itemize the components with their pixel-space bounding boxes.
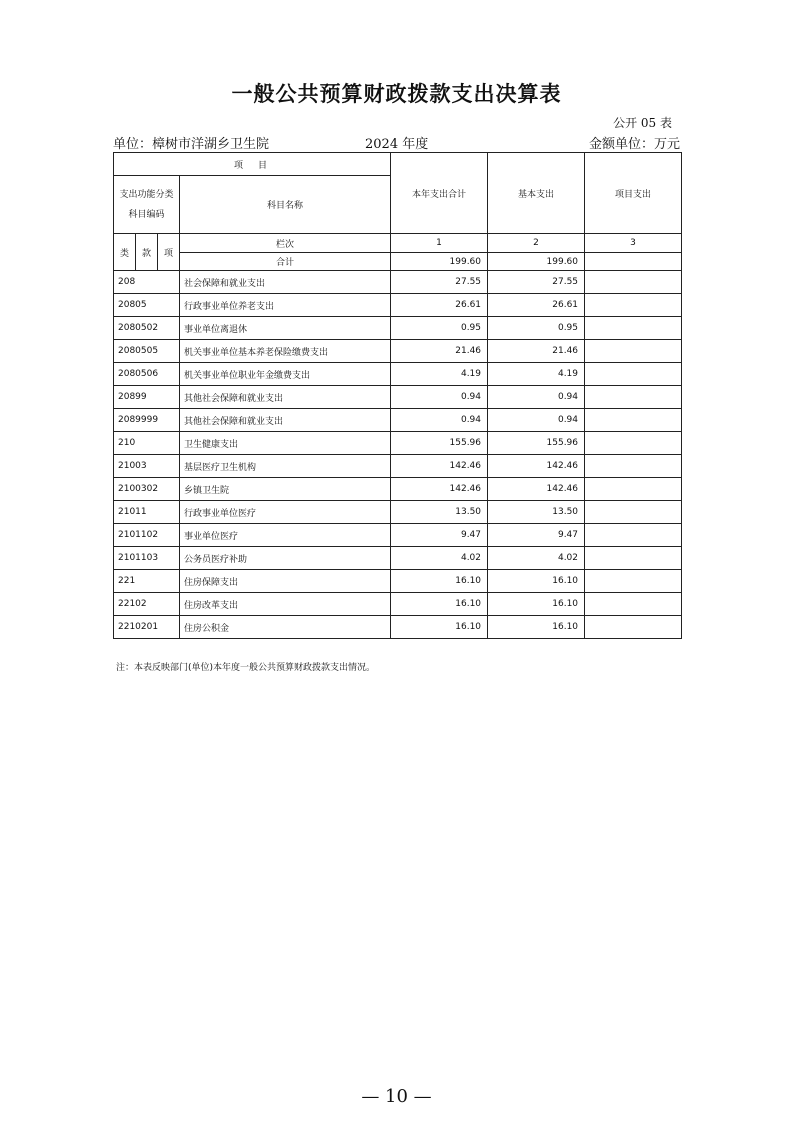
row-name: 其他社会保障和就业支出 — [180, 409, 391, 432]
row-basic: 4.02 — [488, 547, 585, 570]
expenditure-table — [113, 152, 682, 639]
row-name: 机关事业单位基本养老保险缴费支出 — [180, 340, 391, 363]
table-row — [114, 340, 682, 363]
table-row — [114, 294, 682, 317]
row-total: 4.19 — [391, 363, 488, 386]
row-basic: 142.46 — [488, 455, 585, 478]
table-row — [114, 478, 682, 501]
row-project — [585, 317, 682, 340]
row-project — [585, 547, 682, 570]
row-name: 基层医疗卫生机构 — [180, 455, 391, 478]
table-row — [114, 363, 682, 386]
row-name: 其他社会保障和就业支出 — [180, 386, 391, 409]
row-code: 2101102 — [114, 524, 180, 547]
unit-label: 单位：樟树市洋湖乡卫生院 — [113, 137, 270, 152]
row-basic: 16.10 — [488, 616, 585, 639]
total-label: 合计 — [180, 253, 391, 271]
row-total: 0.94 — [391, 409, 488, 432]
row-name: 行政事业单位养老支出 — [180, 294, 391, 317]
table-row — [114, 570, 682, 593]
row-project — [585, 593, 682, 616]
row-name: 住房保障支出 — [180, 570, 391, 593]
row-code: 208 — [114, 271, 180, 294]
row-project — [585, 455, 682, 478]
row-project — [585, 271, 682, 294]
row-total: 142.46 — [391, 455, 488, 478]
header-item: 项 目 — [114, 153, 391, 176]
row-name: 乡镇卫生院 — [180, 478, 391, 501]
footnote: 注：本表反映部门(单位)本年度一般公共预算财政拨款支出情况。 — [116, 663, 376, 673]
row-name: 住房公积金 — [180, 616, 391, 639]
header-kuan: 款 — [136, 234, 158, 271]
row-name: 住房改革支出 — [180, 593, 391, 616]
row-basic: 16.10 — [488, 593, 585, 616]
header-func-code-line2: 科目编码 — [128, 209, 165, 220]
header-basic: 基本支出 — [488, 153, 585, 234]
row-basic: 0.95 — [488, 317, 585, 340]
header-lei: 类 — [114, 234, 136, 271]
row-code: 2101103 — [114, 547, 180, 570]
row-project — [585, 524, 682, 547]
row-total: 13.50 — [391, 501, 488, 524]
row-total: 155.96 — [391, 432, 488, 455]
table-row — [114, 616, 682, 639]
year-label: 2024 年度 — [365, 137, 429, 152]
row-project — [585, 340, 682, 363]
row-total: 27.55 — [391, 271, 488, 294]
row-total: 9.47 — [391, 524, 488, 547]
header-n1: 1 — [391, 234, 488, 253]
row-project — [585, 432, 682, 455]
row-project — [585, 616, 682, 639]
row-code: 2080506 — [114, 363, 180, 386]
table-row — [114, 524, 682, 547]
table-row — [114, 317, 682, 340]
row-basic: 13.50 — [488, 501, 585, 524]
table-row — [114, 409, 682, 432]
table-row — [114, 455, 682, 478]
header-func-code — [114, 176, 180, 234]
header-n3: 3 — [585, 234, 682, 253]
row-code: 2080505 — [114, 340, 180, 363]
row-code: 21011 — [114, 501, 180, 524]
row-name: 卫生健康支出 — [180, 432, 391, 455]
row-total: 16.10 — [391, 616, 488, 639]
table-row — [114, 432, 682, 455]
row-code: 2080502 — [114, 317, 180, 340]
row-project — [585, 363, 682, 386]
amount-unit-label: 金额单位：万元 — [588, 137, 680, 152]
row-basic: 0.94 — [488, 409, 585, 432]
row-code: 2100302 — [114, 478, 180, 501]
row-name: 事业单位医疗 — [180, 524, 391, 547]
row-basic: 9.47 — [488, 524, 585, 547]
row-basic: 27.55 — [488, 271, 585, 294]
row-project — [585, 478, 682, 501]
row-total: 4.02 — [391, 547, 488, 570]
page-number: — 10 — — [361, 1086, 432, 1107]
row-project — [585, 294, 682, 317]
row-code: 21003 — [114, 455, 180, 478]
row-code: 210 — [114, 432, 180, 455]
table-row — [114, 547, 682, 570]
row-total: 0.94 — [391, 386, 488, 409]
row-total: 142.46 — [391, 478, 488, 501]
meta-line — [113, 133, 680, 151]
header-xiang: 项 — [158, 234, 180, 271]
form-number: 公开 05 表 — [613, 116, 672, 130]
header-func-code-line1: 支出功能分类 — [119, 189, 174, 200]
header-n2: 2 — [488, 234, 585, 253]
total-value: 199.60 — [391, 253, 488, 271]
row-basic: 155.96 — [488, 432, 585, 455]
row-code: 2089999 — [114, 409, 180, 432]
row-code: 2210201 — [114, 616, 180, 639]
row-name: 机关事业单位职业年金缴费支出 — [180, 363, 391, 386]
row-basic: 16.10 — [488, 570, 585, 593]
row-basic: 4.19 — [488, 363, 585, 386]
row-name: 社会保障和就业支出 — [180, 271, 391, 294]
table-row — [114, 386, 682, 409]
row-code: 20899 — [114, 386, 180, 409]
table-row — [114, 271, 682, 294]
row-project — [585, 501, 682, 524]
table-row — [114, 501, 682, 524]
row-code: 22102 — [114, 593, 180, 616]
header-lanci: 栏次 — [180, 234, 391, 253]
row-total: 26.61 — [391, 294, 488, 317]
total-project — [585, 253, 682, 271]
row-project — [585, 386, 682, 409]
row-name: 公务员医疗补助 — [180, 547, 391, 570]
row-project — [585, 409, 682, 432]
row-total: 16.10 — [391, 593, 488, 616]
row-code: 221 — [114, 570, 180, 593]
table-row — [114, 593, 682, 616]
header-name: 科目名称 — [180, 176, 391, 234]
row-basic: 142.46 — [488, 478, 585, 501]
row-basic: 26.61 — [488, 294, 585, 317]
row-total: 0.95 — [391, 317, 488, 340]
header-project: 项目支出 — [585, 153, 682, 234]
row-project — [585, 570, 682, 593]
header-total: 本年支出合计 — [391, 153, 488, 234]
row-total: 16.10 — [391, 570, 488, 593]
row-code: 20805 — [114, 294, 180, 317]
total-basic: 199.60 — [488, 253, 585, 271]
row-basic: 21.46 — [488, 340, 585, 363]
row-name: 事业单位离退休 — [180, 317, 391, 340]
row-name: 行政事业单位医疗 — [180, 501, 391, 524]
row-basic: 0.94 — [488, 386, 585, 409]
page-title: 一般公共预算财政拨款支出决算表 — [231, 82, 562, 106]
row-total: 21.46 — [391, 340, 488, 363]
